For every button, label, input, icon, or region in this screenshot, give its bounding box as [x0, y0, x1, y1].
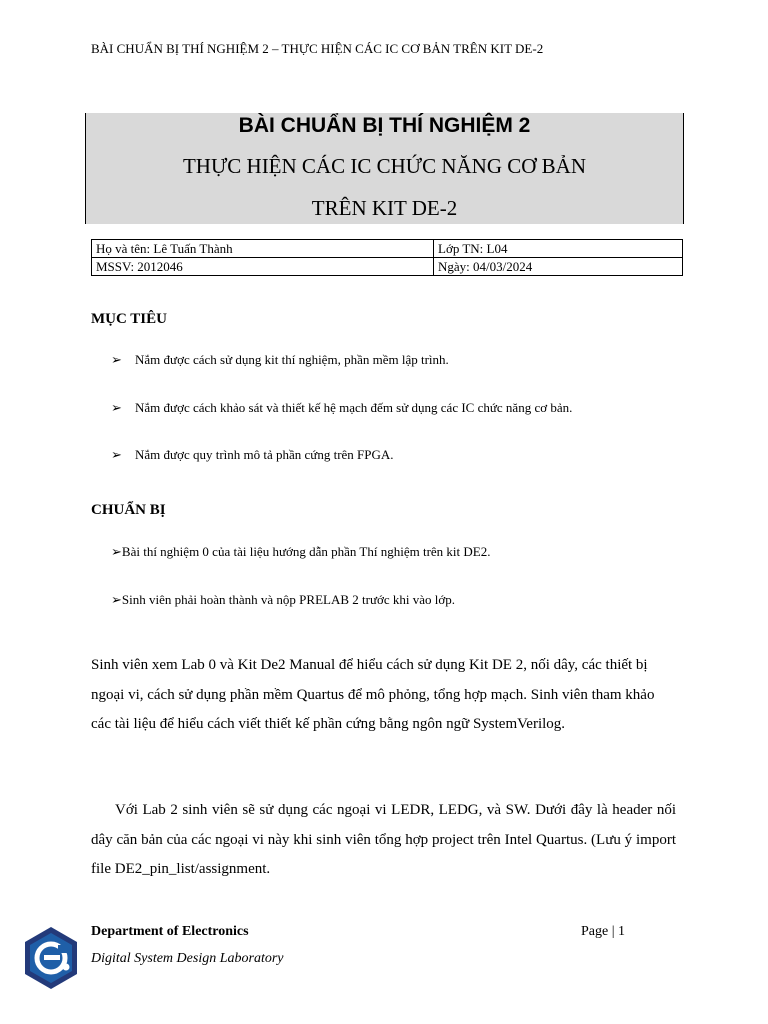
body-paragraph: Với Lab 2 sinh viên sẽ sử dụng các ngoại vi LEDR, LEDG, và SW. Dưới đây là header nối dây căn bản của các ngoại vi này khi sinh viên tổng hợp project trên Intel Quartus. (Lưu ý import file DE2_pin_list/assignment. — [91, 802, 676, 877]
arrow-bullet-icon: ➢ — [111, 544, 122, 559]
body-paragraph: Sinh viên xem Lab 0 và Kit De2 Manual để hiểu cách sử dụng Kit DE 2, nối dây, các thiết bị ngoại vi, cách sử dụng phần mềm Quartus để mô phỏng, tổng hợp mạch. Sinh viên tham khảo các tài liệu để hiểu cách viết thiết kế phần cứng bằng ngôn ngữ SystemVerilog. — [91, 657, 655, 732]
date-cell: Ngày: 04/03/2024 — [434, 258, 683, 276]
arrow-bullet-icon: ➢ — [111, 592, 122, 607]
student-name-cell: Họ và tên: Lê Tuấn Thành — [92, 240, 434, 258]
objective-text: Nắm được quy trình mô tả phần cứng trên FPGA. — [135, 447, 394, 462]
table-row — [92, 240, 683, 258]
list-item — [111, 400, 572, 416]
title-block — [85, 113, 684, 224]
objective-text: Nắm được cách khảo sát và thiết kế hệ mạch đếm sử dụng các IC chức năng cơ bản. — [135, 400, 573, 415]
arrow-bullet-icon: ➢ — [111, 447, 122, 462]
objectives-heading: MỤC TIÊU — [91, 311, 167, 327]
class-cell: Lớp TN: L04 — [434, 240, 683, 258]
footer-department: Department of Electronics — [91, 924, 249, 939]
preparation-heading: CHUẨN BỊ — [91, 502, 166, 518]
list-item — [111, 352, 449, 368]
arrow-bullet-icon: ➢ — [111, 400, 122, 415]
list-item — [111, 447, 394, 463]
department-logo-icon — [22, 925, 80, 991]
student-id-cell: MSSV: 2012046 — [92, 258, 434, 276]
running-header: BÀI CHUẨN BỊ THÍ NGHIỆM 2 – THỰC HIỆN CÁC IC CƠ BẢN TRÊN KIT DE-2 — [91, 41, 544, 56]
arrow-bullet-icon: ➢ — [111, 352, 122, 367]
preparation-text: Bài thí nghiệm 0 của tài liệu hướng dẫn phần Thí nghiệm trên kit DE2. — [121, 544, 491, 559]
page-number: Page | 1 — [581, 924, 626, 939]
student-info-table — [91, 239, 683, 276]
preparation-text: Sinh viên phải hoàn thành và nộp PRELAB 2 trước khi vào lớp. — [121, 592, 456, 607]
document-subtitle-line1: THỰC HIỆN CÁC IC CHỨC NĂNG CƠ BẢN — [182, 154, 587, 178]
document-title: BÀI CHUẨN BỊ THÍ NGHIỆM 2 — [238, 114, 531, 137]
table-row — [92, 258, 683, 276]
document-subtitle-line2: TRÊN KIT DE-2 — [311, 196, 458, 220]
objective-text: Nắm được cách sử dụng kit thí nghiệm, phần mềm lập trình. — [135, 352, 449, 367]
list-item — [111, 544, 491, 560]
list-item — [111, 592, 455, 608]
footer-lab-name: Digital System Design Laboratory — [91, 951, 284, 966]
